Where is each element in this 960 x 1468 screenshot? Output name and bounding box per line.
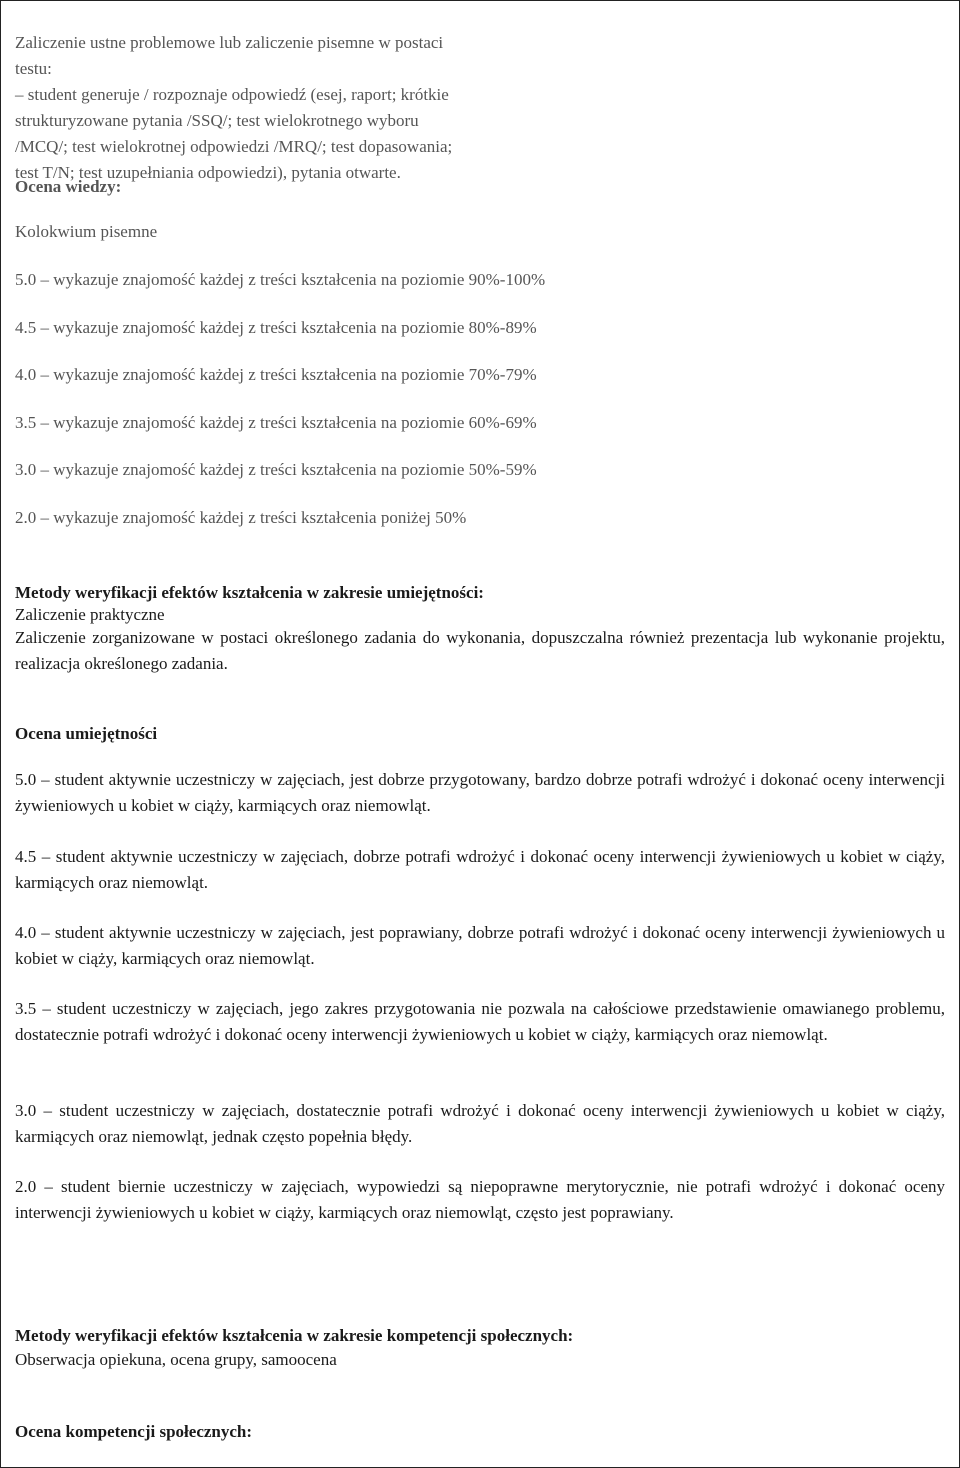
skills-grade-heading: Ocena umiejętności bbox=[15, 724, 158, 743]
skills-method-name: Zaliczenie praktyczne bbox=[15, 605, 165, 624]
intro-line: /MCQ/; test wielokrotnej odpowiedzi /MRQ/; test dopasowania; bbox=[15, 137, 453, 156]
intro-line: Zaliczenie ustne problemowe lub zaliczenie pisemne w postaci bbox=[15, 33, 444, 52]
social-grade-heading: Ocena kompetencji społecznych: bbox=[15, 1422, 253, 1441]
intro-line: testu: bbox=[15, 59, 52, 78]
skills-methods-heading-text: Metody weryfikacji efektów kształcenia w zakresie umiejętności: bbox=[15, 583, 484, 602]
intro-line: – student generuje / rozpoznaje odpowiedź (esej, raport; krótkie bbox=[15, 85, 449, 104]
knowledge-method: Kolokwium pisemne bbox=[15, 222, 158, 241]
skills-method-description: Zaliczenie zorganizowane w postaci określonego zadania do wykonania, dopuszczalna również prezentacja lub wykonanie projektu, realizacja określonego zadania. bbox=[15, 628, 945, 673]
knowledge-grade-item: 3.5 – wykazuje znajomość każdej z treści kształcenia na poziomie 60%-69% bbox=[15, 413, 537, 432]
social-methods-heading bbox=[15, 1323, 945, 1349]
social-methods-list: Obserwacja opiekuna, ocena grupy, samoocena bbox=[15, 1350, 337, 1369]
skills-grade-item: 5.0 – student aktywnie uczestniczy w zajęciach, jest dobrze przygotowany, bardzo dobrze potrafi wdrożyć i dokonać oceny interwencji żywieniowych u kobiet w ciąży, karmiących oraz niemowląt. bbox=[15, 770, 945, 815]
intro-line: strukturyzowane pytania /SSQ/; test wielokrotnego wyboru bbox=[15, 111, 419, 130]
knowledge-grade-item: 5.0 – wykazuje znajomość każdej z treści kształcenia na poziomie 90%-100% bbox=[15, 270, 546, 289]
knowledge-grade-item: 4.0 – wykazuje znajomość każdej z treści kształcenia na poziomie 70%-79% bbox=[15, 365, 537, 384]
skills-grade-item: 3.0 – student uczestniczy w zajęciach, dostatecznie potrafi wdrożyć i dokonać oceny interwencji żywieniowych u kobiet w ciąży, karmiących oraz niemowląt, jednak często popełnia błędy. bbox=[15, 1101, 945, 1146]
skills-grade-item: 2.0 – student biernie uczestniczy w zajęciach, wypowiedzi są niepoprawne merytorycznie, nie potrafi wdrożyć i dokonać oceny interwencji żywieniowych u kobiet w ciąży, karmiących oraz niemowląt, często jest poprawiany. bbox=[15, 1177, 945, 1222]
skills-grade-item: 4.0 – student aktywnie uczestniczy w zajęciach, jest poprawiany, dobrze potrafi wdrożyć i dokonać oceny interwencji żywieniowych u kobiet w ciąży, karmiących oraz niemowląt. bbox=[15, 923, 945, 968]
knowledge-grade-item: 3.0 – wykazuje znajomość każdej z treści kształcenia na poziomie 50%-59% bbox=[15, 460, 537, 479]
social-methods-heading-text: Metody weryfikacji efektów kształcenia w zakresie kompetencji społecznych: bbox=[15, 1326, 574, 1345]
knowledge-grade-item: 2.0 – wykazuje znajomość każdej z treści kształcenia poniżej 50% bbox=[15, 508, 467, 527]
knowledge-grade-item: 4.5 – wykazuje znajomość każdej z treści kształcenia na poziomie 80%-89% bbox=[15, 318, 537, 337]
intro-paragraph bbox=[15, 30, 575, 186]
knowledge-grade-heading: Ocena wiedzy: bbox=[15, 177, 122, 196]
skills-grade-item: 4.5 – student aktywnie uczestniczy w zajęciach, dobrze potrafi wdrożyć i dokonać oceny interwencji żywieniowych u kobiet w ciąży, karmiących oraz niemowląt. bbox=[15, 847, 945, 892]
skills-grade-item: 3.5 – student uczestniczy w zajęciach, jego zakres przygotowania nie pozwala na całościowe przedstawienie omawianego problemu, dostatecznie potrafi wdrożyć i dokonać oceny interwencji żywieniowych u kobiet w ciąży, karmiących oraz niemowląt. bbox=[15, 999, 945, 1044]
intro-line: test T/N; test uzupełniania odpowiedzi), pytania otwarte. bbox=[15, 163, 401, 182]
